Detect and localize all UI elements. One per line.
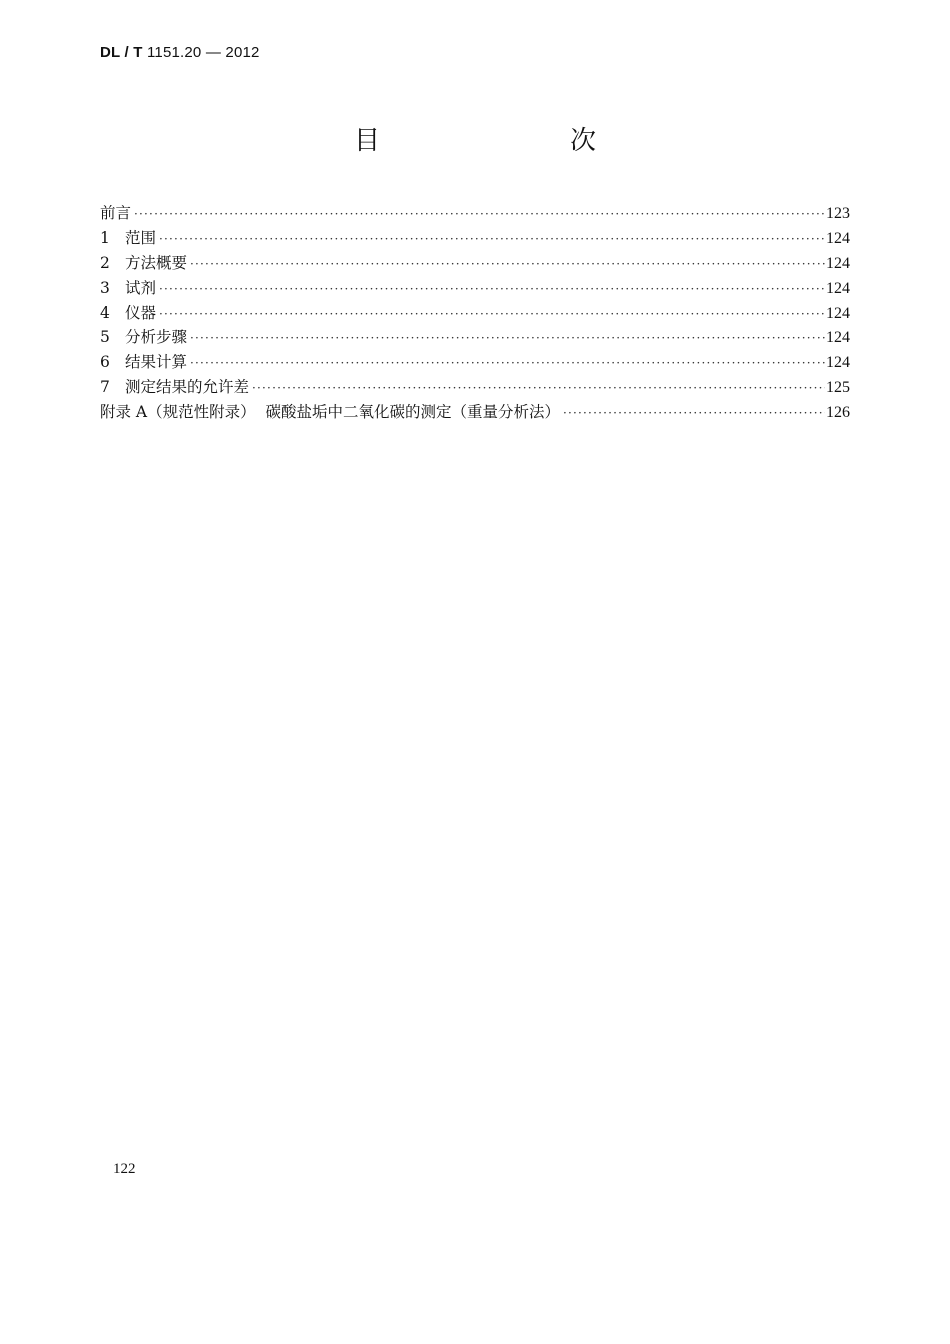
toc-entry-page: 124 [826,304,850,322]
toc-entry-6[interactable] [100,350,850,375]
toc-entry-label: 方法概要 [125,253,188,272]
toc-entry-number: 6 [100,353,110,372]
toc-entry-page: 123 [826,205,850,222]
toc-entry-1[interactable] [100,226,850,251]
toc-leader-dots [563,406,825,420]
toc-entry-number: 3 [100,278,110,297]
toc-entry-3[interactable] [100,276,850,301]
toc-leader-dots [190,356,825,370]
toc-entry-number: 7 [100,378,110,397]
toc-entry-number: 4 [100,303,110,322]
toc-entry-preface[interactable] [100,201,850,226]
toc-entry-4[interactable] [100,301,850,326]
toc-entry-2[interactable] [100,251,850,276]
toc-leader-dots [190,257,825,271]
toc-entry-page: 124 [826,279,850,297]
toc-entry-number: 1 [100,228,110,247]
standard-prefix: DL / T [100,44,143,61]
toc-leader-dots [159,282,825,296]
toc-entry-5[interactable] [100,325,850,350]
toc-leader-dots [252,381,825,395]
toc-leader-dots [134,207,825,221]
toc-entry-page: 124 [826,329,850,347]
toc-leader-dots [159,232,825,246]
toc-entry-label: 范围 [125,228,157,247]
table-of-contents [100,201,850,425]
toc-entry-label: 附录 A（规范性附录） 碳酸盐垢中二氧化碳的测定（重量分析法） [100,403,560,422]
toc-entry-label: 测定结果的允许差 [125,378,250,397]
toc-entry-label: 分析步骤 [125,328,188,347]
toc-entry-page: 126 [826,404,850,422]
toc-entry-page: 124 [826,229,850,247]
toc-leader-dots [159,307,825,321]
toc-entry-label: 结果计算 [125,353,188,372]
toc-entry-page: 124 [826,254,850,272]
toc-entry-label: 试剂 [125,278,157,297]
toc-entry-label: 前言 [100,204,132,222]
page-number: 122 [113,1161,136,1177]
toc-entry-number: 2 [100,253,110,272]
toc-leader-dots [190,331,825,345]
toc-entry-label: 仪器 [125,303,157,322]
standard-code [100,44,260,61]
toc-entry-page: 125 [826,379,850,397]
toc-entry-page: 124 [826,354,850,372]
toc-entry-number: 5 [100,328,110,347]
toc-entry-appendix-a[interactable] [100,400,850,425]
standard-number: 1151.20 — 2012 [146,44,260,61]
page-title: 目 次 [353,126,642,156]
toc-entry-7[interactable] [100,375,850,400]
